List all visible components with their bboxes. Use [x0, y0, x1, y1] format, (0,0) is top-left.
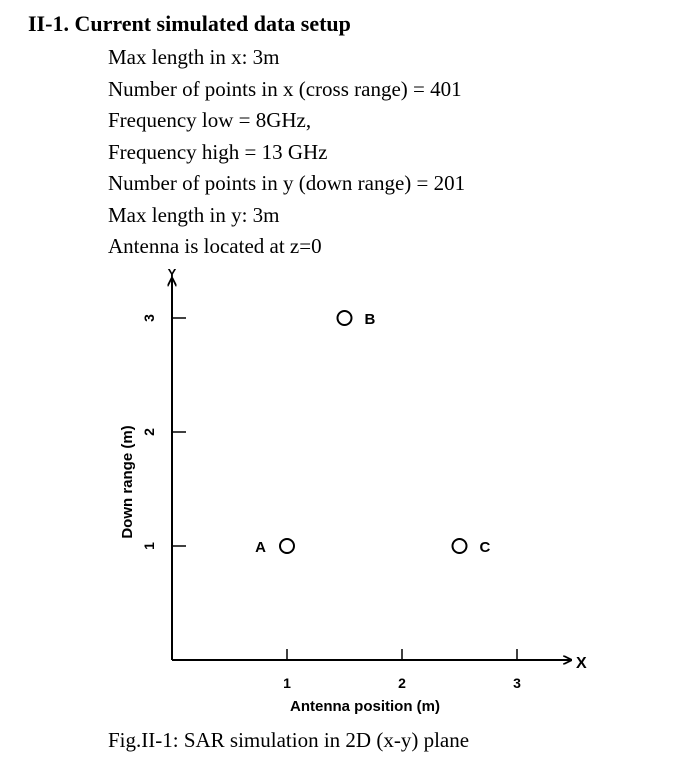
- param-frequency-high: Frequency high = 13 GHz: [108, 139, 328, 164]
- x-tick-label: 1: [283, 675, 291, 691]
- y-tick-label: 2: [141, 428, 157, 436]
- point-b-marker: [338, 311, 352, 325]
- point-b-label: B: [364, 311, 376, 328]
- y-axis-name: Y: [167, 266, 177, 281]
- param-max-length-y: Max length in y: 3m: [108, 202, 280, 227]
- y-tick-label: 1: [141, 542, 157, 550]
- y-axis-title: Down range (m): [119, 425, 136, 539]
- x-axis-name: X: [576, 655, 587, 672]
- point-a-label: A: [255, 539, 266, 556]
- point-c-marker: [453, 539, 467, 553]
- param-points-x: Number of points in x (cross range) = 401: [108, 76, 462, 101]
- point-a-marker: [280, 539, 294, 553]
- point-c-label: C: [479, 539, 491, 556]
- x-tick-label: 3: [513, 675, 521, 691]
- figure-caption: Fig.II-1: SAR simulation in 2D (x-y) plane: [108, 728, 470, 752]
- y-tick-label: 3: [141, 314, 157, 322]
- param-points-y: Number of points in y (down range) = 201: [108, 171, 466, 195]
- param-max-length-x: Max length in x: 3m: [108, 45, 280, 69]
- x-axis-title: Antenna position (m): [290, 698, 440, 715]
- param-antenna-location: Antenna is located at z=0: [108, 234, 322, 258]
- param-frequency-low: Frequency low = 8GHz,: [108, 108, 312, 132]
- plot-layer: [141, 278, 571, 691]
- section-heading: II-1. Current simulated data setup: [28, 11, 351, 36]
- x-tick-label: 2: [398, 675, 406, 691]
